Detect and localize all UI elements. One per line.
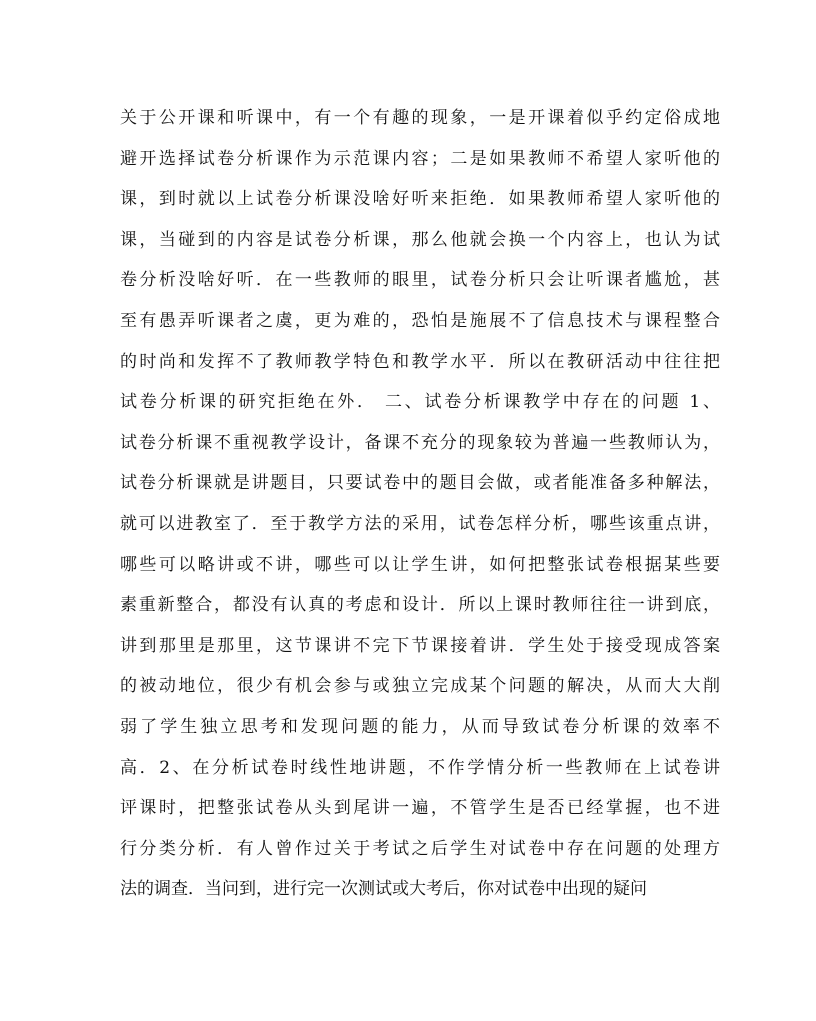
text-line: 高．2、在分析试卷时线性地讲题，不作学情分析一些教师在上试卷讲: [120, 757, 720, 778]
text-line: 素重新整合，都没有认真的考虑和设计．所以上课时教师往往一讲到底，: [120, 595, 720, 616]
text-line: 弱了学生独立思考和发现问题的能力，从而导致试卷分析课的效率不: [120, 716, 720, 737]
text-line: 避开选择试卷分析课作为示范课内容；二是如果教师不希望人家听他的: [120, 148, 720, 169]
text-line: 讲到那里是那里，这节课讲不完下节课接着讲．学生处于接受现成答案: [120, 635, 720, 656]
text-line: 卷分析没啥好听．在一些教师的眼里，试卷分析只会让听课者尴尬，甚: [120, 270, 720, 291]
text-line: 评课时，把整张试卷从头到尾讲一遍，不管学生是否已经掌握，也不进: [120, 798, 720, 819]
text-line: 试卷分析课就是讲题目，只要试卷中的题目会做，或者能准备多种解法，: [120, 473, 720, 494]
text-line: 课，到时就以上试卷分析课没啥好听来拒绝．如果教师希望人家听他的: [120, 189, 720, 210]
text-line: 的时尚和发挥不了教师教学特色和教学水平．所以在教研活动中往往把: [120, 351, 720, 372]
text-line: 哪些可以略讲或不讲，哪些可以让学生讲，如何把整张试卷根据某些要: [120, 554, 720, 575]
text-line: 关于公开课和听课中，有一个有趣的现象，一是开课着似乎约定俗成地: [120, 108, 720, 128]
text-line: 就可以进教室了．至于教学方法的采用，试卷怎样分析，哪些该重点讲，: [120, 513, 720, 534]
text-line: 试卷分析课不重视教学设计，备课不充分的现象较为普遍一些教师认为，: [120, 432, 720, 453]
text-line: 行分类分析．有人曾作过关于考试之后学生对试卷中存在问题的处理方: [120, 838, 720, 859]
text-line: 至有愚弄听课者之虞，更为难的，恐怕是施展不了信息技术与课程整合: [120, 310, 720, 331]
text-line: 法的调查．当问到，进行完一次测试或大考后，你对试卷中出现的疑问: [120, 879, 647, 900]
body-text: [120, 98, 720, 910]
text-line: 的被动地位，很少有机会参与或独立完成某个问题的解决，从而大大削: [120, 676, 720, 697]
text-line: 试卷分析课的研究拒绝在外． 二、试卷分析课教学中存在的问题 1、: [120, 392, 720, 413]
text-line: 课，当碰到的内容是试卷分析课，那么他就会换一个内容上，也认为试: [120, 229, 720, 250]
